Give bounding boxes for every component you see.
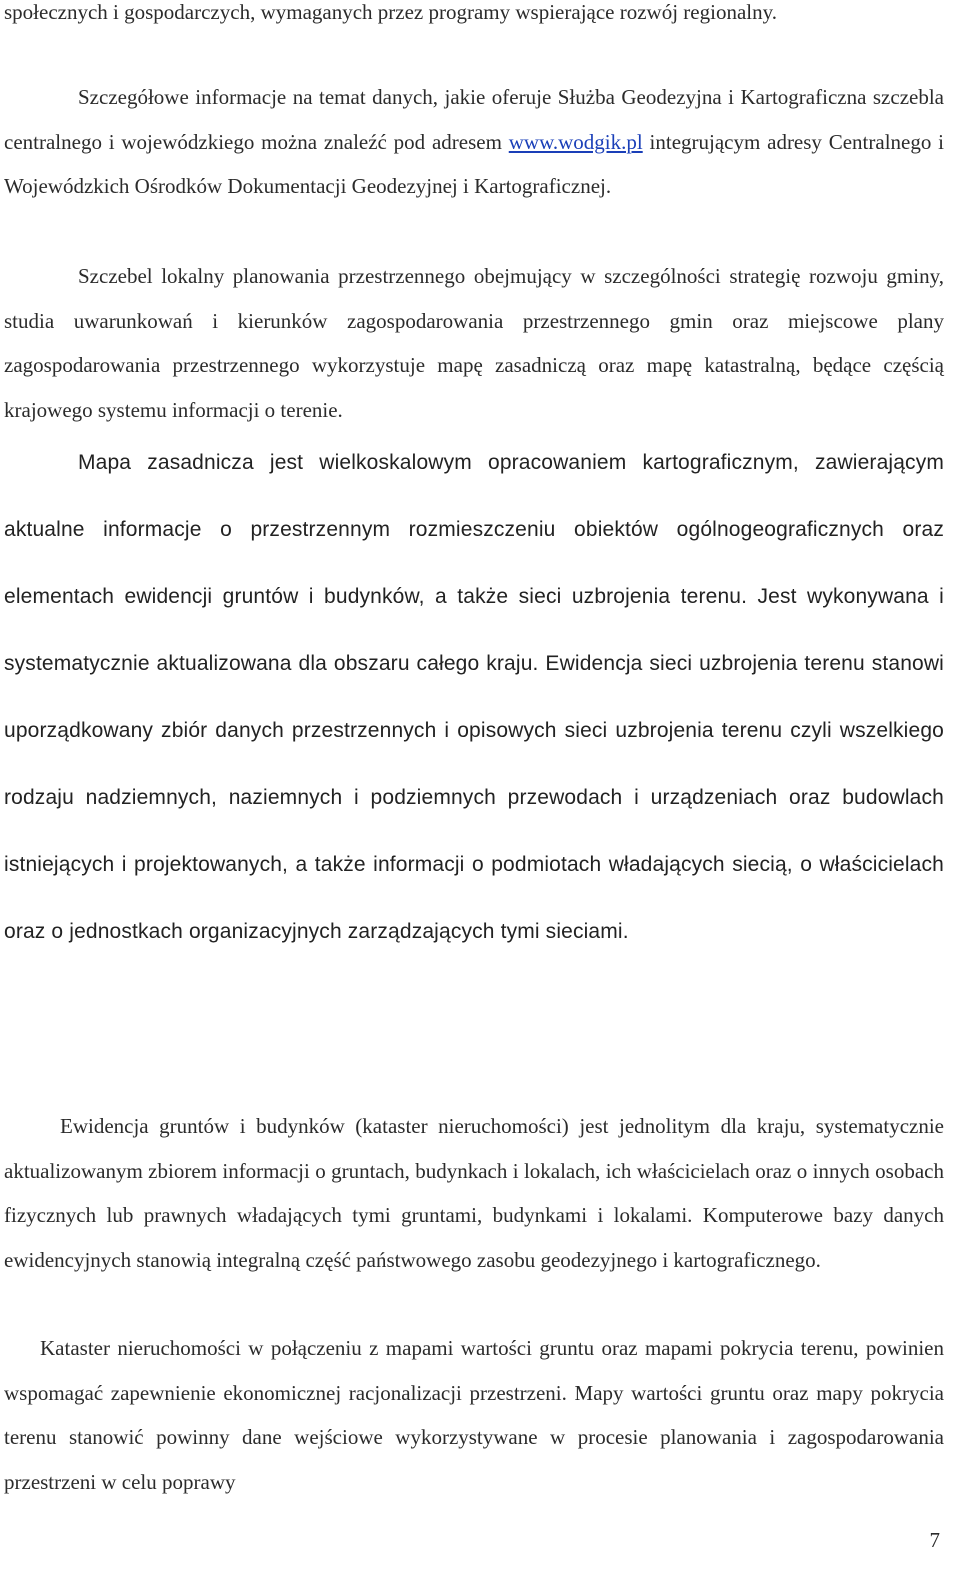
paragraph-text-before-link: Szczegółowe informacje na temat danych, jakie oferuje Służba Geodezyjna i Kartograficzna szczebla centralnego i wojewódzkiego można znaleźć pod adresem xyxy=(4,85,944,154)
wodgik-link[interactable]: www.wodgik.pl xyxy=(508,129,643,154)
paragraph-regional-programs: społecznych i gospodarczych, wymaganych przez programy wspierające rozwój regionalny. xyxy=(4,0,777,24)
paragraph-geodetic-service-info xyxy=(4,75,944,209)
paragraph-base-map: Mapa zasadnicza jest wielkoskalowym opracowaniem kartograficznym, zawierającym aktualne informacje o przestrzennym rozmieszczeniu obiektów ogólnogeograficznych oraz elementach ewidencji gruntów i budynków, a także sieci uzbrojenia terenu. Jest wykonywana i systematycznie aktualizowana dla obszaru całego kraju. Ewidencja sieci uzbrojenia terenu stanowi uporządkowany zbiór danych przestrzennych i opisowych sieci uzbrojenia terenu czyli wszelkiego rodzaju nadziemnych, naziemnych i podziemnych przewodach i urządzeniach oraz budowlach istniejących i projektowanych, a także informacji o podmiotach władających siecią, o właścicielach oraz o jednostkach organizacyjnych zarządzających tymi sieciami. xyxy=(4,451,944,943)
paragraph-cadastre: Kataster nieruchomości w połączeniu z mapami wartości gruntu oraz mapami pokrycia terenu, powinien wspomagać zapewnienie ekonomicznej racjonalizacji przestrzeni. Mapy wartości gruntu oraz mapy pokrycia terenu stanowić powinny dane wejściowe wykorzystywane w procesie planowania i zagospodarowania przestrzeni w celu poprawy xyxy=(4,1336,944,1495)
paragraph-local-planning: Szczebel lokalny planowania przestrzennego obejmujący w szczególności strategię rozwoju gminy, studia uwarunkowań i kierunków zagospodarowania przestrzennego gmin oraz miejscowe plany zagospodarowania przestrzennego wykorzystuje mapę zasadniczą oraz mapę katastralną, będące częścią krajowego systemu informacji o terenie. xyxy=(4,264,944,423)
paragraph-land-registry: Ewidencja gruntów i budynków (kataster nieruchomości) jest jednolitym dla kraju, systematycznie aktualizowanym zbiorem informacji o gruntach, budynkach i lokalach, ich właścicielach oraz o innych osobach fizycznych lub prawnych władających tymi gruntami, budynkami i lokalami. Komputerowe bazy danych ewidencyjnych stanowią integralną część państwowego zasobu geodezyjnego i kartograficznego. xyxy=(4,1114,944,1273)
paragraph-text-after-link: integrującym adresy Centralnego i Wojewódzkich Ośrodków Dokumentacji Geodezyjnej i Kartograficznej. xyxy=(4,129,944,199)
page-number: 7 xyxy=(929,1528,940,1552)
